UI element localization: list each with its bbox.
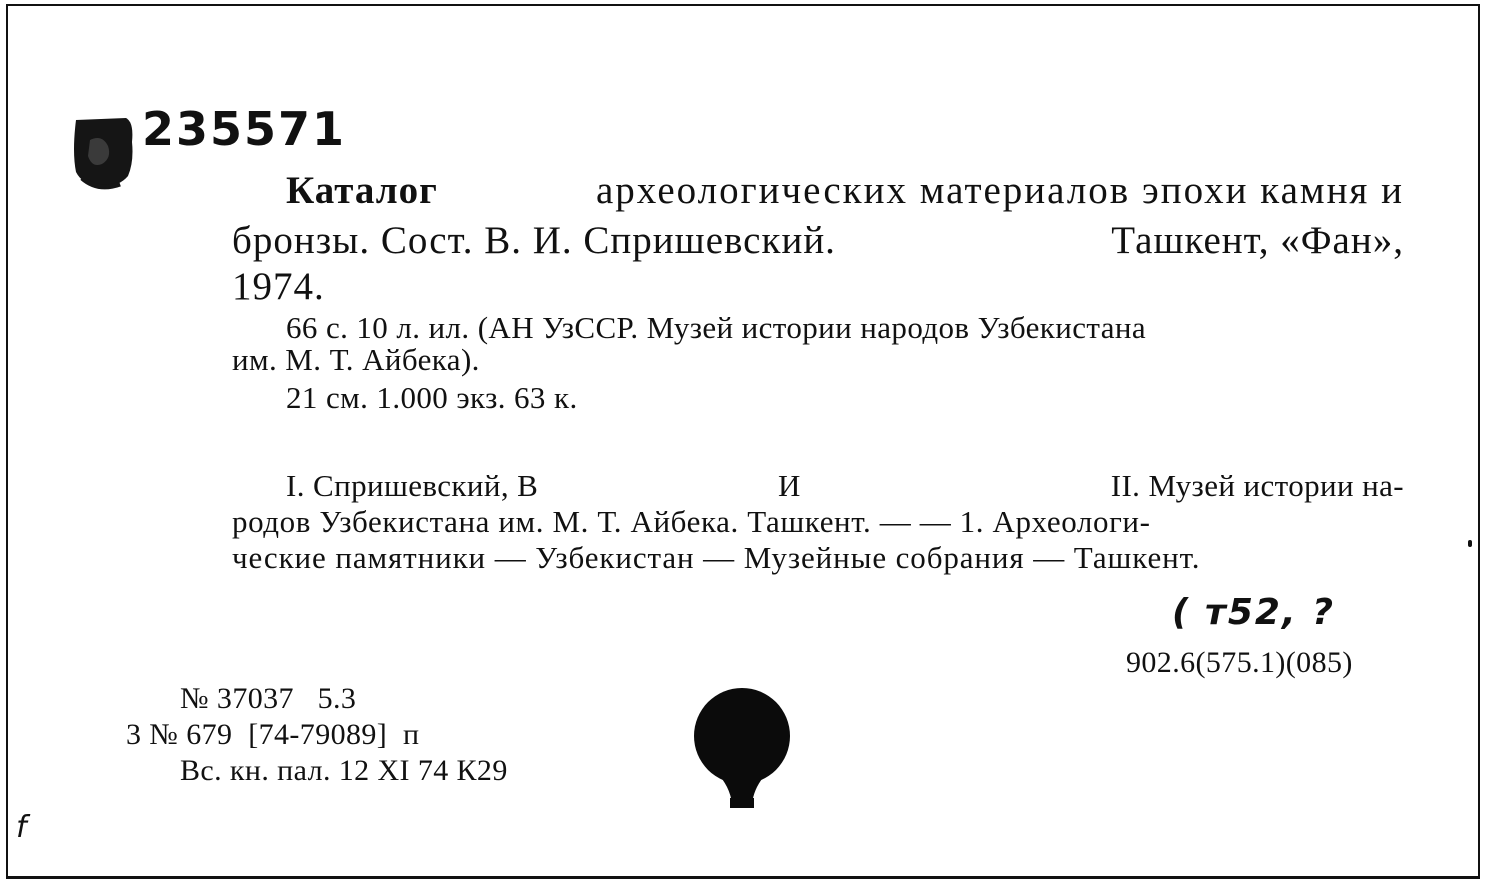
tracing-line-3: ческие памятники — Узбекистан — Музейные собрания — Ташкент.: [232, 540, 1201, 575]
order-line-3: Вс. кн. пал. 12 XI 74 К29: [180, 754, 508, 787]
corner-pencil-mark: f: [16, 810, 27, 845]
description-line-2: им. М. Т. Айбека).: [232, 342, 480, 377]
speck-mark: [1468, 540, 1472, 547]
description-line-1: 66 с. 10 л. ил. (АН УзССР. Музей истории народов Узбекистана: [286, 310, 1147, 345]
tracing-line-2: родов Узбекистана им. М. Т. Айбека. Ташкент. — — 1. Археологи-: [232, 504, 1151, 539]
title-line-2: [232, 218, 1404, 263]
order-line-1: № 37037 5.3: [180, 682, 357, 715]
handwritten-code: ( т52, ?: [1172, 592, 1336, 633]
title-line-1: [286, 168, 1404, 213]
title-line-2b: Ташкент, «Фан»,: [1111, 219, 1404, 262]
title-line-3: 1974.: [232, 265, 325, 308]
description-line-3: 21 см. 1.000 экз. 63 к.: [286, 380, 578, 415]
title-line-2a: бронзы. Сост. В. И. Спришевский.: [232, 219, 836, 262]
tracing-1c: II. Музей истории на-: [1110, 468, 1404, 503]
catalog-card: [6, 4, 1480, 879]
library-stamp-icon: [68, 112, 138, 192]
order-line-2: 3 № 679 [74-79089] п: [126, 718, 420, 751]
title-rest: археологических материалов эпохи камня и: [596, 169, 1404, 212]
tracing-line-1: [286, 468, 1404, 508]
tracing-1b: И: [778, 468, 801, 503]
udc-index: 902.6(575.1)(085): [1126, 646, 1353, 679]
inventory-number: 235571: [142, 102, 347, 156]
tracing-1a: I. Спришевский, В: [286, 468, 539, 503]
filing-hole-icon: [692, 686, 792, 812]
title-bold: Каталог: [286, 169, 438, 212]
